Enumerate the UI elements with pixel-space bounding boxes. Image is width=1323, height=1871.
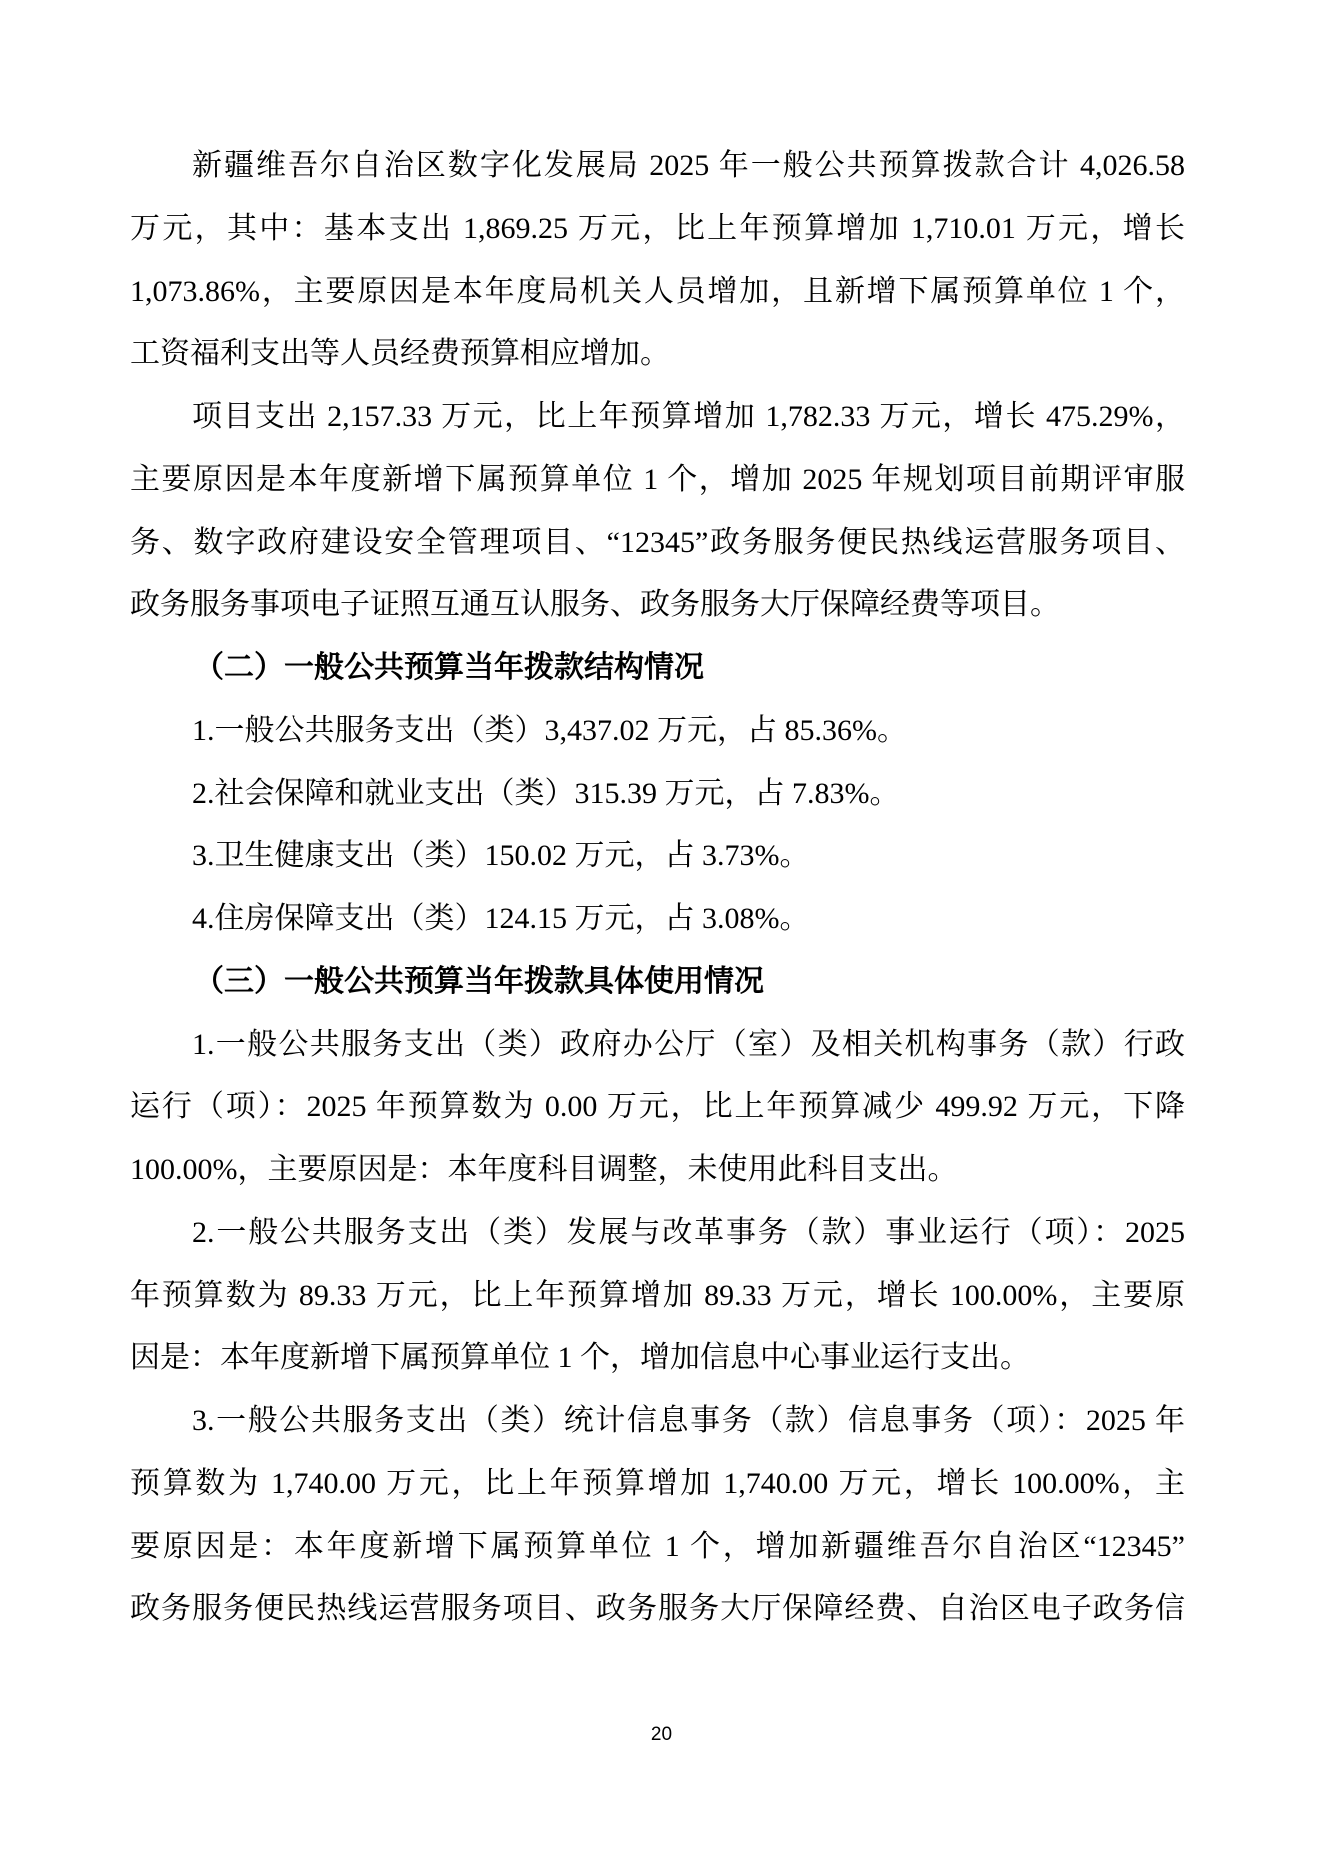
paragraph [130, 1390, 1185, 1641]
paragraph-line: 工资福利支出等人员经费预算相应增加。 [130, 337, 670, 371]
paragraph [130, 386, 1185, 637]
paragraph-line: 1.一般公共服务支出（类）政府办公厅（室）及相关机构事务（款）行政 [192, 1027, 1185, 1061]
paragraph [130, 1202, 1185, 1390]
list-item: 2.社会保障和就业支出（类）315.39 万元，占 7.83%。 [192, 776, 900, 810]
paragraph-line: 政务服务便民热线运营服务项目、政务服务大厅保障经费、自治区电子政务信 [130, 1592, 1185, 1626]
section-heading: （三）一般公共预算当年拨款具体使用情况 [194, 964, 764, 998]
body-text [130, 135, 1185, 1641]
paragraph-line: 万元，其中：基本支出 1,869.25 万元，比上年预算增加 1,710.01 万元，增长 [130, 211, 1185, 245]
paragraph-line: 政务服务事项电子证照互通互认服务、政务服务大厅保障经费等项目。 [130, 588, 1060, 622]
paragraph-line: 2.一般公共服务支出（类）发展与改革事务（款）事业运行（项）：2025 [192, 1215, 1185, 1249]
paragraph-line: 项目支出 2,157.33 万元，比上年预算增加 1,782.33 万元，增长 475.29%， [192, 400, 1185, 433]
list-item: 4.住房保障支出（类）124.15 万元，占 3.08%。 [192, 902, 810, 935]
paragraph-line: 3.一般公共服务支出（类）统计信息事务（款）信息事务（项）：2025 年 [192, 1404, 1185, 1437]
paragraph-line: 年预算数为 89.33 万元，比上年预算增加 89.33 万元，增长 100.00%，主要原 [130, 1278, 1185, 1312]
paragraph-line: 新疆维吾尔自治区数字化发展局 2025 年一般公共预算拨款合计 4,026.58 [192, 149, 1185, 182]
paragraph-line: 务、数字政府建设安全管理项目、“12345”政务服务便民热线运营服务项目、 [130, 525, 1185, 559]
paragraph-line: 因是：本年度新增下属预算单位 1 个，增加信息中心事业运行支出。 [130, 1341, 1030, 1375]
paragraph [130, 135, 1185, 386]
paragraph-line: 要原因是：本年度新增下属预算单位 1 个，增加新疆维吾尔自治区“12345” [130, 1529, 1185, 1563]
paragraph-line: 100.00%，主要原因是：本年度科目调整，未使用此科目支出。 [130, 1153, 958, 1186]
paragraph-line: 1,073.86%，主要原因是本年度局机关人员增加，且新增下属预算单位 1 个， [130, 274, 1185, 308]
paragraph-line: 主要原因是本年度新增下属预算单位 1 个，增加 2025 年规划项目前期评审服 [130, 462, 1185, 496]
section-heading: （二）一般公共预算当年拨款结构情况 [194, 651, 704, 684]
page-number: 20 [650, 1724, 673, 1745]
paragraph [130, 1014, 1185, 1202]
list-item: 3.卫生健康支出（类）150.02 万元，占 3.73%。 [192, 839, 810, 873]
list-item: 1.一般公共服务支出（类）3,437.02 万元，占 85.36%。 [192, 713, 907, 747]
paragraph-line: 预算数为 1,740.00 万元，比上年预算增加 1,740.00 万元，增长 100.00%，主 [130, 1466, 1185, 1500]
paragraph-line: 运行（项）：2025 年预算数为 0.00 万元，比上年预算减少 499.92 万元，下降 [130, 1090, 1185, 1124]
section-structure [130, 637, 1185, 951]
section-usage [130, 951, 1185, 1641]
